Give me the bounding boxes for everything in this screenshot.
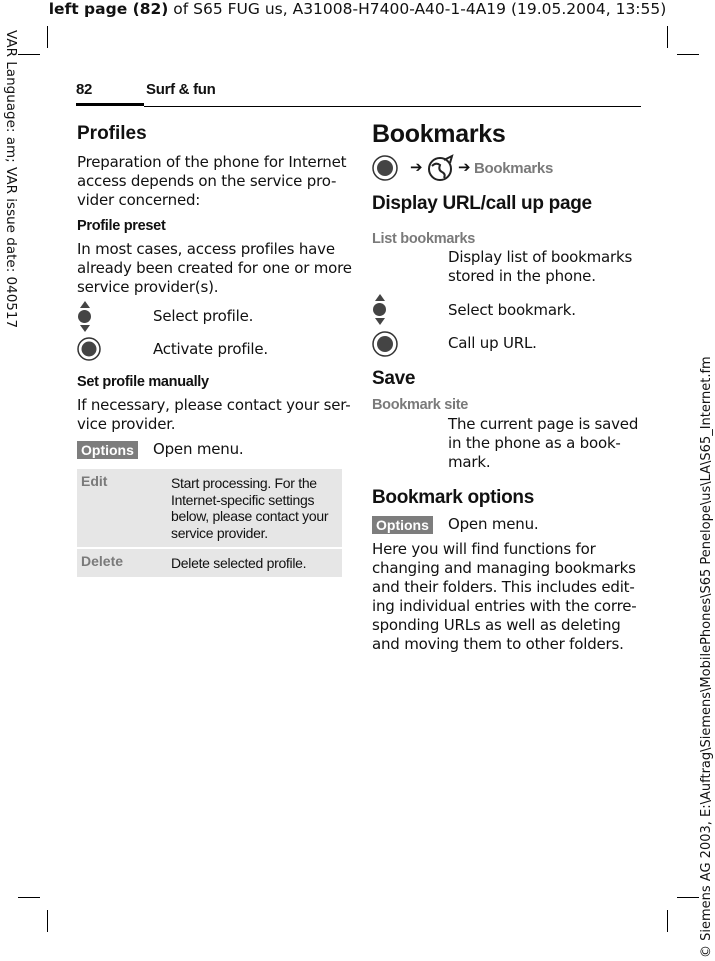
crop-mark	[667, 910, 668, 932]
arrow-right-icon: ➔	[410, 158, 423, 176]
open-menu-text: Open menu.	[153, 440, 244, 458]
select-bookmark-text: Select bookmark.	[448, 301, 576, 319]
open-menu-text: Open menu.	[448, 515, 539, 533]
path-bookmarks-label: Bookmarks	[474, 160, 554, 177]
center-key-icon	[372, 155, 398, 181]
header-rule-thick	[76, 103, 144, 106]
crop-mark	[677, 897, 699, 898]
select-profile-text: Select profile.	[153, 307, 254, 325]
options-softkey: Options	[77, 441, 138, 459]
internet-globe-icon	[426, 154, 456, 182]
crop-mark	[677, 54, 699, 55]
profile-preset-text: In most cases, access profiles have already been created for one or more service provider(s).	[77, 240, 352, 296]
bookmark-options-heading: Bookmark options	[372, 487, 534, 508]
print-header	[0, 0, 715, 18]
save-heading: Save	[372, 368, 416, 389]
call-up-url-text: Call up URL.	[448, 334, 537, 352]
section-title: Surf & fun	[146, 81, 216, 98]
activate-profile-text: Activate profile.	[153, 340, 268, 358]
print-header-rest: of S65 FUG us, A31008-H7400-A40-1-4A19 (19.05.2004, 13:55)	[168, 0, 667, 18]
center-key-icon	[77, 337, 101, 361]
list-bookmarks-label: List bookmarks	[372, 231, 475, 247]
navigation-key-icon	[77, 301, 93, 333]
left-margin-text: VAR Language: am; VAR issue date: 040517	[3, 30, 19, 329]
print-header-bold: left page (82)	[48, 0, 169, 18]
display-heading: Display URL/call up page	[372, 193, 592, 214]
bookmark-site-label: Bookmark site	[372, 397, 469, 413]
bookmarks-heading: Bookmarks	[372, 120, 506, 148]
crop-mark	[18, 54, 40, 55]
crop-mark	[18, 897, 40, 898]
manual-heading: Set profile manually	[77, 374, 209, 390]
right-margin-text: © Siemens AG 2003, E:\Auftrag\Siemens\MobilePhones\S65 Penelope\us\LA\S65_Internet.fm	[699, 356, 714, 958]
crop-mark	[47, 910, 48, 932]
options-softkey: Options	[372, 516, 433, 534]
profile-preset-heading: Profile preset	[77, 218, 166, 234]
list-bookmarks-text: Display list of bookmarks stored in the phone.	[448, 248, 633, 285]
center-key-icon	[372, 331, 398, 357]
closing-text: Here you will find functions for changing and managing bookmarks and their folders. This includes edit- ing individual entries with the corre- sponding URLs as well as deleting and moving them to other folders.	[372, 540, 637, 653]
profiles-intro: Preparation of the phone for Internet access depends on the service pro- vider concerned:	[77, 153, 347, 209]
manual-text: If necessary, please contact your ser- vice provider.	[77, 396, 351, 433]
arrow-right-icon: ➔	[458, 158, 471, 176]
crop-mark	[667, 26, 668, 48]
page-number: 82	[76, 81, 93, 98]
table-row: Delete Delete selected profile.	[77, 549, 342, 577]
bookmark-site-text: The current page is saved in the phone as a book- mark.	[448, 415, 639, 471]
crop-mark	[47, 26, 48, 48]
profiles-heading: Profiles	[77, 123, 147, 144]
header-rule	[144, 106, 641, 107]
table-row: Edit Start processing. For the Internet-specific settings below, please contact your service provider.	[77, 469, 342, 547]
navigation-key-icon	[372, 294, 388, 326]
